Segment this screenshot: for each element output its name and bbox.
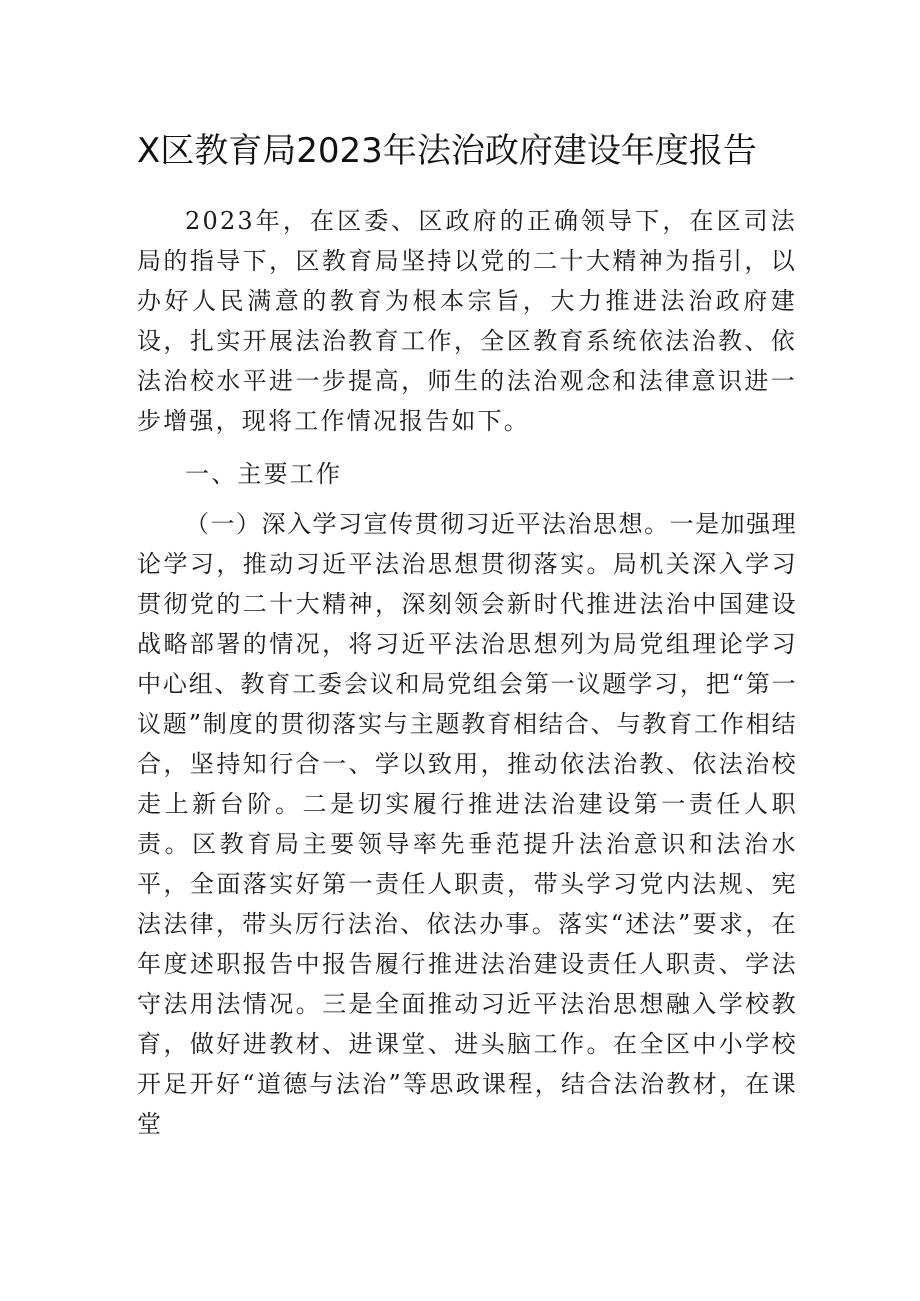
subsection-paragraph-1: （一）深入学习宣传贯彻习近平法治思想。一是加强理论学习，推动习近平法治思想贯彻落实。局机关深入学习贯彻党的二十大精神，深刻领会新时代推进法治中国建设战略部署的情况，将习近平法治思想列为局党组理论学习中心组、教育工委会议和局党组会第一议题学习，把“第一议题”制度的贯彻落实与主题教育相结合、与教育工作相结合，坚持知行合一、学以致用，推动依法治教、依法治校走上新台阶。二是切实履行推进法治建设第一责任人职责。区教育局主要领导率先垂范提升法治意识和法治水平，全面落实好第一责任人职责，带头学习党内法规、宪法法律，带头厉行法治、依法办事。落实“述法”要求，在年度述职报告中报告履行推进法治建设责任人职责、学法守法用法情况。三是全面推动习近平法治思想融入学校教育，做好进教材、进课堂、进头脑工作。在全区中小学校开足开好“道德与法治”等思政课程，结合法治教材，在课堂 [137, 510, 797, 1138]
section-heading-main-work: 一、主要工作 [185, 460, 343, 488]
intro-paragraph: 2023年，在区委、区政府的正确领导下，在区司法局的指导下，区教育局坚持以党的二十大精神为指引，以办好人民满意的教育为根本宗旨，大力推进法治政府建设，扎实开展法治教育工作，全区教育系统依法治教、依法治校水平进一步提高，师生的法治观念和法律意识进一步增强，现将工作情况报告如下。 [137, 207, 797, 435]
document-title: X区教育局2023年法治政府建设年度报告 [137, 131, 757, 171]
document-body [137, 201, 797, 1144]
